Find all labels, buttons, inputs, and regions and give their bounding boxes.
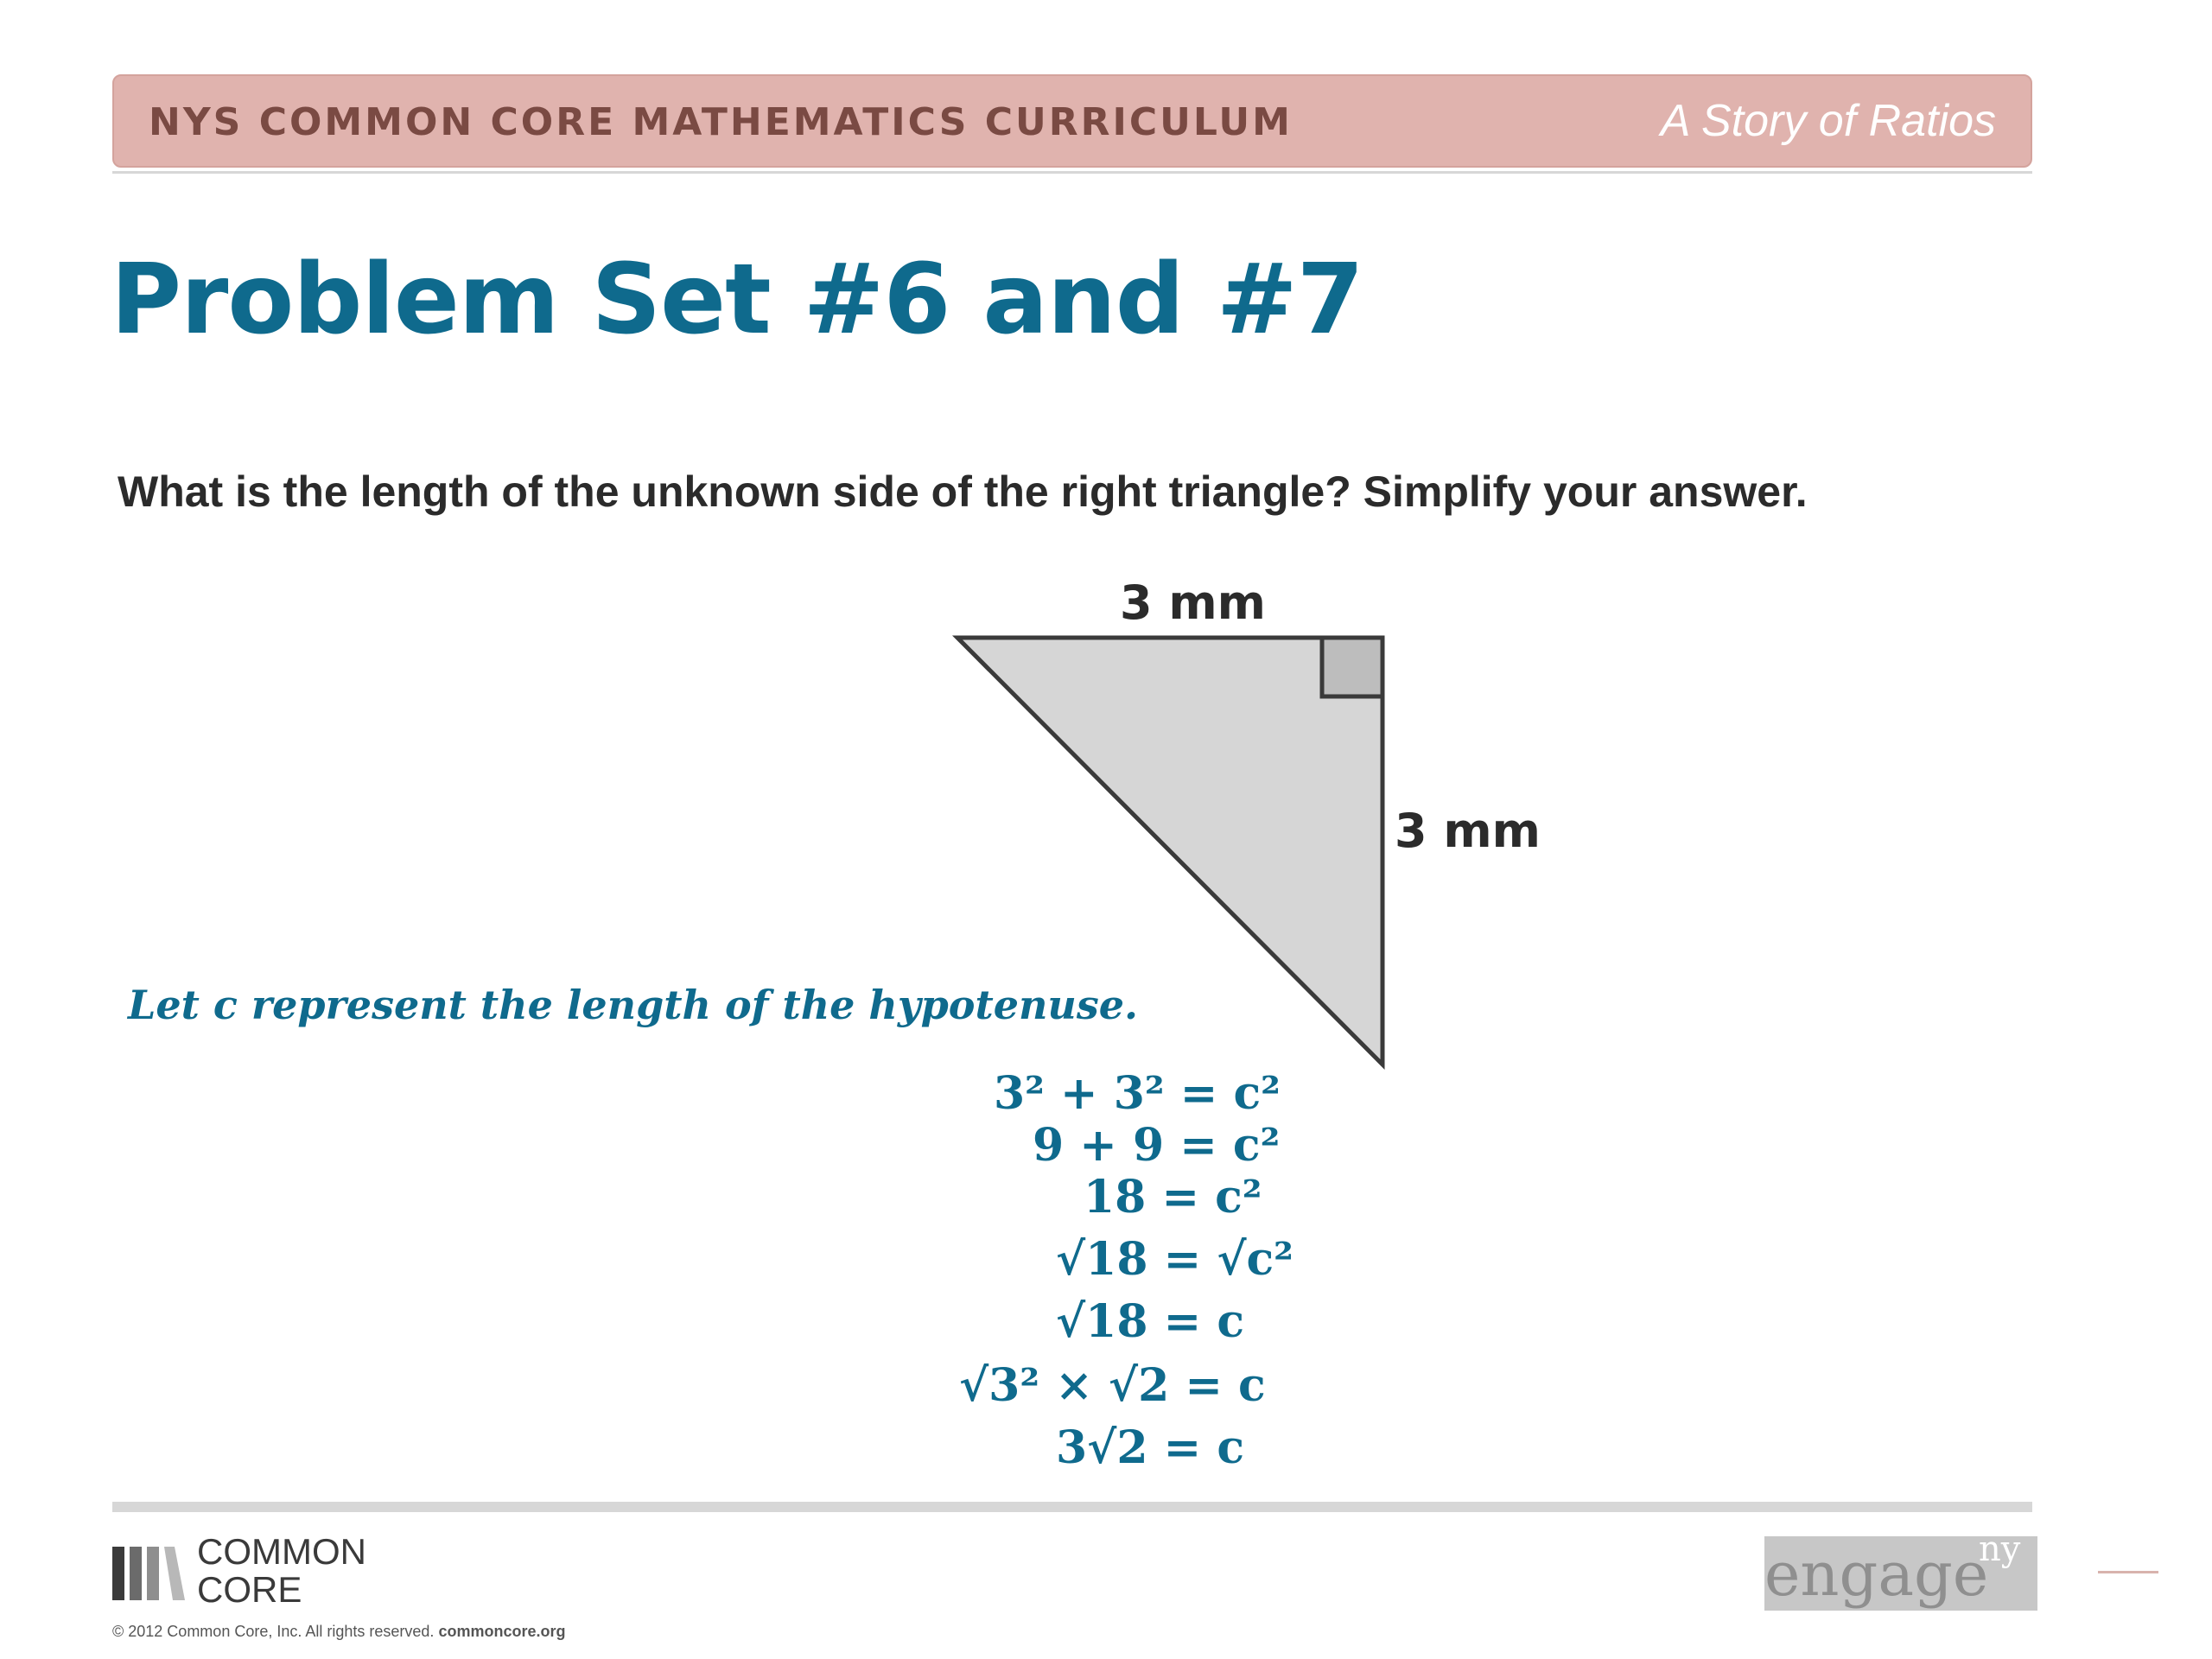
equation-line: 18 = c² <box>1084 1171 1262 1224</box>
engage-superscript: ny <box>1979 1529 2021 1569</box>
equation-line: 9 + 9 = c² <box>1033 1119 1281 1172</box>
equation-line: √18 = c <box>1056 1295 1244 1348</box>
right-angle-marker <box>1322 638 1382 696</box>
curriculum-subtitle: A Story of Ratios <box>1660 96 1996 146</box>
common-core-logo-icon <box>112 1543 185 1600</box>
footer-divider <box>112 1502 2032 1512</box>
engageny-logo <box>1764 1529 2037 1611</box>
question-text: What is the length of the unknown side of the right triangle? Simplify your answer. <box>118 467 1808 516</box>
top-side-label: 3 mm <box>1120 575 1266 630</box>
equation-line: √18 = √c² <box>1056 1233 1294 1286</box>
common-core-brand <box>197 1533 366 1609</box>
slide-title: Problem Set #6 and #7 <box>111 244 1363 356</box>
brand-line-1: COMMON <box>197 1531 366 1572</box>
equation-line: 3√2 = c <box>1056 1421 1244 1474</box>
curriculum-title: NYS COMMON CORE MATHEMATICS CURRICULUM <box>149 100 1293 144</box>
copyright-link[interactable]: commoncore.org <box>438 1623 566 1640</box>
hypotenuse-hint: Let c represent the length of the hypotenuse. <box>128 982 1139 1028</box>
brand-line-2: CORE <box>197 1569 302 1610</box>
equation-line: √3² × √2 = c <box>959 1359 1266 1412</box>
equation-line: 3² + 3² = c² <box>994 1067 1281 1120</box>
engage-wordmark: engage <box>1764 1539 1989 1610</box>
copyright-notice <box>112 1623 565 1641</box>
copyright-text: © 2012 Common Core, Inc. All rights reserved. <box>112 1623 435 1640</box>
right-side-label: 3 mm <box>1395 804 1541 858</box>
corner-accent <box>2098 1571 2158 1573</box>
